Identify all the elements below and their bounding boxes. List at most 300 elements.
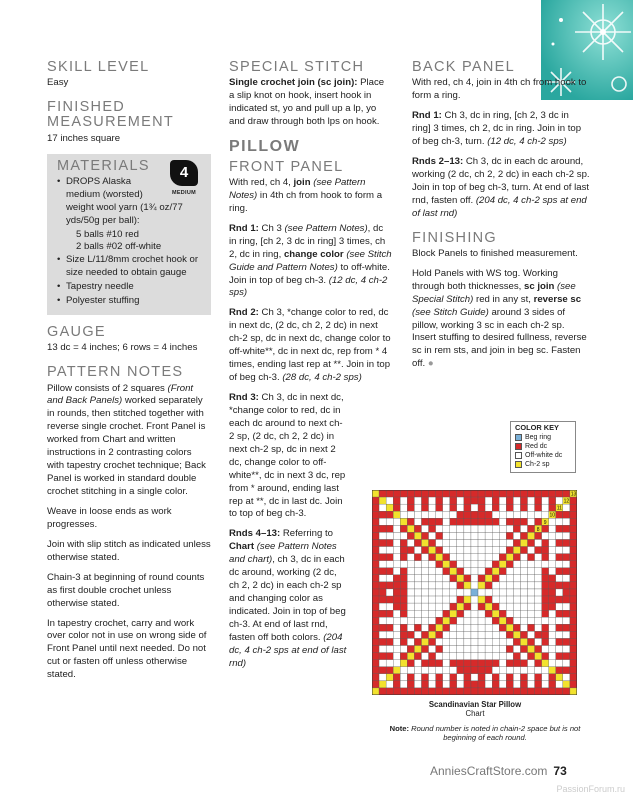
chart-cell <box>436 589 443 596</box>
chart-cell <box>379 603 386 610</box>
key-label-red: Red dc <box>525 442 548 450</box>
chart-cell <box>549 638 556 645</box>
chart-cell <box>407 638 414 645</box>
chart-cell <box>421 561 428 568</box>
yarn-line-4: yds/50g per ball): <box>66 214 140 226</box>
chart-cell <box>563 582 570 589</box>
chart-cell <box>464 490 471 497</box>
chart-cell <box>499 582 506 589</box>
chart-cell <box>429 681 436 688</box>
key-label-white: Off-white dc <box>525 451 563 459</box>
page-footer <box>430 763 567 779</box>
chart-cell <box>570 589 577 596</box>
chart-cell <box>563 539 570 546</box>
chart-cell <box>464 582 471 589</box>
chart-cell <box>492 511 499 518</box>
chart-cell <box>443 603 450 610</box>
fin2-d: red in any st, <box>473 293 534 305</box>
chart-cell <box>535 497 542 504</box>
chart-cell <box>471 617 478 624</box>
chart-cell <box>372 561 379 568</box>
color-key <box>510 421 576 473</box>
rnd1-c: (see Pattern Notes) <box>284 222 368 234</box>
chart-cell <box>386 511 393 518</box>
chart-cell <box>457 575 464 582</box>
chart-cell <box>556 646 563 653</box>
chart-cell <box>386 624 393 631</box>
chart-cell <box>457 532 464 539</box>
chart-cell <box>436 596 443 603</box>
chart-cell <box>528 674 535 681</box>
chart-cell <box>528 681 535 688</box>
chart-cell <box>520 490 527 497</box>
chart-cell <box>429 603 436 610</box>
chart-cell <box>528 660 535 667</box>
swatch-white <box>515 452 522 459</box>
chart-cell <box>386 596 393 603</box>
chart-cell <box>414 547 421 554</box>
chart-cell <box>535 653 542 660</box>
chart-cell <box>471 667 478 674</box>
chart-cell <box>443 525 450 532</box>
finished-heading-line2: MEASUREMENT <box>47 114 175 131</box>
chart-cell <box>535 575 542 582</box>
chart-cell <box>393 653 400 660</box>
chart-cell <box>570 667 577 674</box>
chart-cell <box>436 688 443 695</box>
chart-cell <box>528 624 535 631</box>
chart-cell <box>457 667 464 674</box>
chart-cell <box>414 511 421 518</box>
chart-cell <box>535 646 542 653</box>
chart-cell <box>478 638 485 645</box>
chart-cell <box>436 617 443 624</box>
chart-cell <box>407 525 414 532</box>
chart-cell <box>450 660 457 667</box>
chart-cell <box>436 667 443 674</box>
chart-cell <box>485 596 492 603</box>
chart-cell <box>506 511 513 518</box>
chart-cell <box>407 582 414 589</box>
chart-cell <box>400 518 407 525</box>
chart-cell <box>457 554 464 561</box>
chart-cell <box>506 667 513 674</box>
chart-cell <box>478 539 485 546</box>
pattern-note-1 <box>47 383 211 499</box>
chart-cell <box>542 490 549 497</box>
chart-cell <box>386 681 393 688</box>
chart-cell <box>513 596 520 603</box>
chart-cell <box>450 610 457 617</box>
rnd4-count: (204 dc, 4 ch-2 sps at end of last rnd) <box>229 631 347 669</box>
chart-cell <box>379 589 386 596</box>
chart-cell <box>513 667 520 674</box>
chart-cell <box>513 554 520 561</box>
chart-cell <box>450 688 457 695</box>
chart-cell <box>429 554 436 561</box>
chart-cell <box>464 532 471 539</box>
chart-cell <box>549 547 556 554</box>
chart-cell <box>570 575 577 582</box>
chart-cell <box>485 688 492 695</box>
scandinavian-star-chart <box>372 490 577 695</box>
rnd1-d: , dc in ring, [ch 2, 3 dc in ring] 3 times, ch 2, dc in ring, <box>229 222 386 260</box>
chart-cell <box>499 575 506 582</box>
chart-cell <box>450 681 457 688</box>
chart-cell <box>372 504 379 511</box>
chart-cell <box>528 525 535 532</box>
chart-cell <box>513 653 520 660</box>
chart-cell <box>372 660 379 667</box>
chart-cell <box>429 667 436 674</box>
chart-cell <box>549 582 556 589</box>
chart-cell <box>386 568 393 575</box>
back-rnd-1 <box>412 110 590 149</box>
chart-cell <box>393 638 400 645</box>
chart-cell <box>457 624 464 631</box>
chart-cell <box>414 653 421 660</box>
chart-cell <box>436 518 443 525</box>
chart-cell <box>379 561 386 568</box>
chart-cell <box>407 568 414 575</box>
chart-cell <box>372 638 379 645</box>
chart-cell <box>556 490 563 497</box>
chart-cell <box>414 554 421 561</box>
chart-cell <box>549 646 556 653</box>
chart-cell <box>499 511 506 518</box>
chart-cell <box>457 589 464 596</box>
chart-cell <box>471 497 478 504</box>
chart-cell <box>492 681 499 688</box>
materials-item-needle: • Tapestry needle <box>57 281 203 294</box>
chart-cell <box>436 554 443 561</box>
chart-cell <box>400 561 407 568</box>
chart-cell <box>570 497 577 504</box>
chart-cell <box>499 490 506 497</box>
chart-cell <box>421 539 428 546</box>
materials-item-hook: • Size L/11/8mm crochet hook or size needed to obtain gauge <box>57 254 203 280</box>
chart-cell <box>436 624 443 631</box>
chart-cell <box>549 504 556 511</box>
chart-cell <box>506 575 513 582</box>
chart-cell <box>471 631 478 638</box>
back-panel-heading: BACK PANEL <box>412 59 515 75</box>
chart-cell <box>563 511 570 518</box>
middle-column <box>229 60 392 678</box>
chart-cell <box>450 532 457 539</box>
chart-cell <box>386 504 393 511</box>
chart-cell <box>414 646 421 653</box>
chart-cell <box>393 511 400 518</box>
chart-cell <box>464 518 471 525</box>
chart-cell <box>393 646 400 653</box>
chart-cell <box>563 525 570 532</box>
chart-cell <box>520 561 527 568</box>
front-rnd-2 <box>229 307 392 385</box>
chart-cell <box>506 660 513 667</box>
chart-cell <box>520 539 527 546</box>
footer-site: AnniesCraftStore.com <box>430 764 548 778</box>
chart-cell <box>520 596 527 603</box>
chart-cell <box>393 575 400 582</box>
chart-cell <box>464 525 471 532</box>
chart-cell <box>464 646 471 653</box>
swatch-red <box>515 443 522 450</box>
chart-cell <box>457 674 464 681</box>
chart-cell <box>386 660 393 667</box>
chart-cell <box>421 589 428 596</box>
chart-cell <box>429 624 436 631</box>
chart-cell <box>520 575 527 582</box>
chart-cell <box>421 688 428 695</box>
chart-cell <box>513 674 520 681</box>
chart-cell <box>429 617 436 624</box>
chart-cell <box>407 596 414 603</box>
chart-cell <box>478 490 485 497</box>
chart-cell <box>570 674 577 681</box>
chart-cell <box>436 490 443 497</box>
chart-cell <box>450 631 457 638</box>
chart-cell <box>570 646 577 653</box>
chart-cell <box>485 603 492 610</box>
chart-cell <box>414 624 421 631</box>
chart-cell <box>379 525 386 532</box>
chart-cell <box>421 518 428 525</box>
chart-cell <box>443 589 450 596</box>
front-intro-a: With red, ch 4, <box>229 176 294 188</box>
chart-cell <box>471 589 478 596</box>
chart-cell <box>499 660 506 667</box>
finished-measurement-value: 17 inches square <box>47 132 121 144</box>
chart-cell <box>421 660 428 667</box>
chart-cell <box>478 631 485 638</box>
chart-cell <box>549 653 556 660</box>
chart-cell <box>563 646 570 653</box>
chart-cell <box>450 561 457 568</box>
chart-cell <box>563 596 570 603</box>
chart-cell <box>478 582 485 589</box>
chart-cell <box>485 667 492 674</box>
watermark: PassionForum.ru <box>556 784 625 794</box>
chart-cell <box>556 532 563 539</box>
chart-note <box>385 724 585 742</box>
chart-cell <box>457 561 464 568</box>
chart-cell <box>478 575 485 582</box>
chart-cell <box>492 575 499 582</box>
chart-cell <box>400 490 407 497</box>
chart-cell <box>478 532 485 539</box>
chart-cell <box>421 490 428 497</box>
chart-cell <box>563 624 570 631</box>
chart-cell <box>499 667 506 674</box>
chart-cell <box>372 539 379 546</box>
chart-cell <box>400 674 407 681</box>
chart-cell <box>556 547 563 554</box>
back-panel-intro: With red, ch 4, join in 4th ch from hook to form a ring. <box>412 77 587 102</box>
chart-cell <box>421 624 428 631</box>
chart-cell <box>400 547 407 554</box>
chart-cell <box>549 610 556 617</box>
chart-cell <box>386 589 393 596</box>
chart-cell <box>535 554 542 561</box>
chart-cell <box>414 532 421 539</box>
chart-cell <box>563 575 570 582</box>
chart-cell <box>549 667 556 674</box>
chart-cell <box>535 547 542 554</box>
chart-cell <box>386 525 393 532</box>
chart-cell <box>485 539 492 546</box>
materials-list-more <box>57 254 203 308</box>
chart-cell <box>549 532 556 539</box>
chart-cell <box>372 646 379 653</box>
materials-box <box>47 154 211 316</box>
chart-cell <box>372 653 379 660</box>
chart-cell <box>528 638 535 645</box>
chart-cell <box>499 646 506 653</box>
front-intro-note: (see Pattern Notes) <box>229 176 366 201</box>
chart-cell <box>429 504 436 511</box>
chart-cell <box>421 617 428 624</box>
chart-cell <box>471 653 478 660</box>
chart-cell <box>400 638 407 645</box>
chart-cell <box>549 575 556 582</box>
chart-cell <box>556 603 563 610</box>
chart-cell <box>528 547 535 554</box>
chart-cell <box>471 554 478 561</box>
chart-cell <box>372 497 379 504</box>
chart-cell <box>421 638 428 645</box>
chart-cell <box>499 688 506 695</box>
chart-cell <box>429 518 436 525</box>
chart-cell <box>457 681 464 688</box>
chart-cell <box>542 568 549 575</box>
chart-cell <box>400 504 407 511</box>
chart-cell <box>393 589 400 596</box>
back-rnd-2-13 <box>412 156 590 221</box>
chart-cell <box>471 638 478 645</box>
chart-cell <box>429 688 436 695</box>
chart-cell <box>528 511 535 518</box>
finishing-2 <box>412 268 590 372</box>
chart-cell <box>379 653 386 660</box>
chart-cell <box>542 624 549 631</box>
chart-cell <box>485 547 492 554</box>
chart-cell <box>570 596 577 603</box>
chart-cell <box>407 589 414 596</box>
front-panel-intro <box>229 177 392 216</box>
chart-cell <box>513 511 520 518</box>
chart-cell <box>450 490 457 497</box>
chart-cell <box>471 568 478 575</box>
chart-cell <box>386 610 393 617</box>
chart-cell <box>499 603 506 610</box>
chart-cell <box>485 511 492 518</box>
chart-cell <box>471 603 478 610</box>
chart-cell <box>492 504 499 511</box>
chart-cell <box>429 575 436 582</box>
chart-cell <box>478 667 485 674</box>
chart-cell <box>443 582 450 589</box>
chart-cell <box>549 539 556 546</box>
chart-cell <box>393 582 400 589</box>
chart-cell <box>542 667 549 674</box>
chart-cell <box>542 681 549 688</box>
fin2-c: (see Special Stitch) <box>412 280 576 305</box>
chart-cell <box>464 568 471 575</box>
chart-cell <box>542 561 549 568</box>
chart-cell <box>513 547 520 554</box>
chart-cell <box>421 610 428 617</box>
chart-cell <box>443 596 450 603</box>
key-row-beg-ring <box>515 434 572 442</box>
chart-cell <box>542 674 549 681</box>
chart-cell <box>520 653 527 660</box>
chart-cell <box>478 518 485 525</box>
chart-cell <box>513 610 520 617</box>
chart-cell <box>421 511 428 518</box>
chart-cell <box>393 681 400 688</box>
chart-cell <box>379 532 386 539</box>
chart-cell <box>492 617 499 624</box>
chart-cell <box>499 504 506 511</box>
chart-cell <box>379 688 386 695</box>
chart-cell <box>549 568 556 575</box>
chart-cell <box>379 667 386 674</box>
chart-cell <box>372 681 379 688</box>
chart-cell <box>528 568 535 575</box>
chart-cell <box>520 646 527 653</box>
chart-cell <box>372 624 379 631</box>
materials-sub-white: 2 balls #02 off-white <box>76 241 162 253</box>
chart-round-label: 13 <box>570 491 577 498</box>
chart-cell <box>471 518 478 525</box>
pillow-heading: PILLOW <box>229 137 301 155</box>
chart-cell <box>450 638 457 645</box>
chart-cell <box>372 674 379 681</box>
chart-cell <box>535 532 542 539</box>
chart-cell <box>520 610 527 617</box>
chart-cell <box>443 624 450 631</box>
chart-cell <box>528 554 535 561</box>
chart-cell <box>499 617 506 624</box>
chart-cell <box>407 688 414 695</box>
front-intro-d: in 4th ch from hook to form a ring. <box>229 189 383 214</box>
chart-cell <box>429 653 436 660</box>
chart-cell <box>443 532 450 539</box>
chart-cell <box>457 646 464 653</box>
chart-cell <box>556 688 563 695</box>
chart-cell <box>528 603 535 610</box>
chart-cell <box>379 631 386 638</box>
rnd4-d: (see Pattern Notes and chart) <box>229 541 337 566</box>
chart-cell <box>528 667 535 674</box>
materials-item-stuffing: • Polyester stuffing <box>57 295 203 308</box>
chart-cell <box>556 660 563 667</box>
chart-cell <box>556 617 563 624</box>
chart-cell <box>464 681 471 688</box>
materials-list <box>57 176 203 228</box>
chart-cell <box>379 504 386 511</box>
chart-cell <box>379 511 386 518</box>
chart-cell <box>400 575 407 582</box>
chart-cell <box>443 688 450 695</box>
chart-cell <box>393 596 400 603</box>
chart-cell <box>570 547 577 554</box>
chart-cell <box>485 653 492 660</box>
chart-cell <box>386 497 393 504</box>
chart-cell <box>520 688 527 695</box>
chart-cell <box>478 674 485 681</box>
